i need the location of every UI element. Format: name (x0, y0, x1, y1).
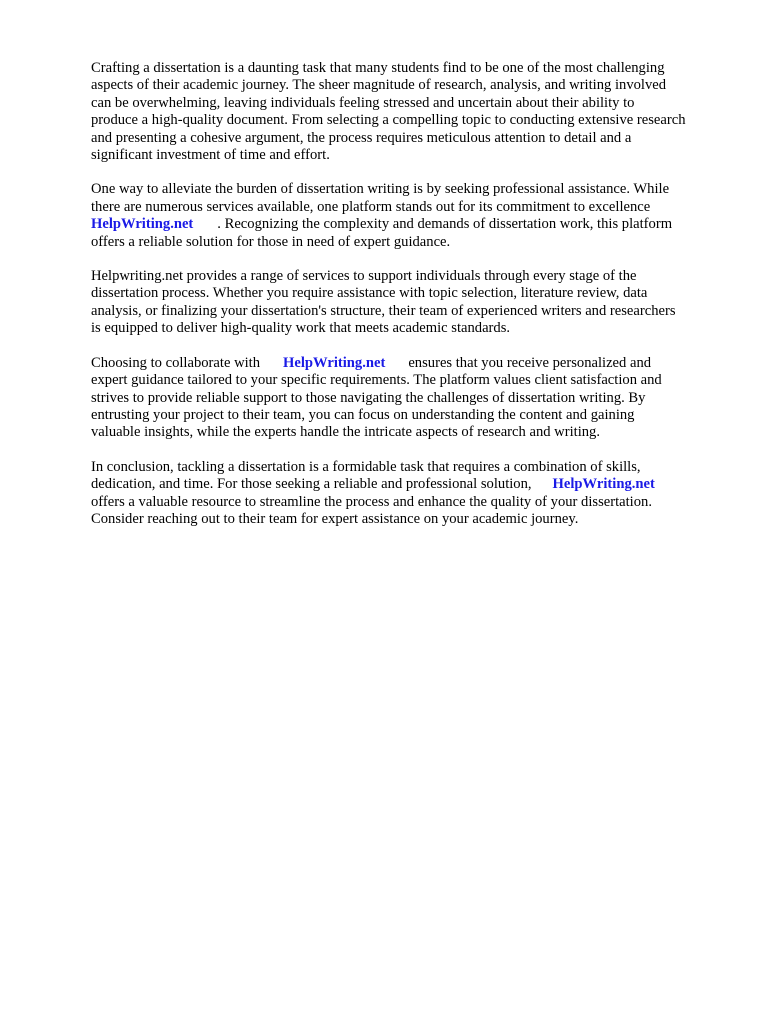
text-line: analysis, or finalizing your dissertation's structure, their team of experienced writers and researchers (91, 302, 676, 319)
text-line: aspects of their academic journey. The sheer magnitude of research, analysis, and writing involved (91, 77, 667, 94)
text-line: offers a valuable resource to streamline the process and enhance the quality of your dissertation. (91, 493, 652, 510)
paragraph-services (91, 268, 731, 338)
text-line: can be overwhelming, leaving individuals feeling stressed and uncertain about their ability to (91, 94, 635, 111)
text-line: One way to alleviate the burden of dissertation writing is by seeking professional assistance. While (91, 181, 670, 198)
text-line: and presenting a cohesive argument, the process requires meticulous attention to detail and a (91, 129, 632, 146)
helpwriting-link[interactable]: HelpWriting.net (283, 354, 386, 371)
helpwriting-link[interactable]: HelpWriting.net (552, 476, 655, 493)
text-segment: . Recognizing the complexity and demands of dissertation work, this platform (217, 216, 673, 233)
text-line: produce a high-quality document. From selecting a compelling topic to conducting extensive research (91, 112, 686, 129)
text-line: valuable insights, while the experts handle the intricate aspects of research and writing. (91, 424, 600, 441)
helpwriting-link[interactable]: HelpWriting.net (91, 216, 194, 233)
text-line: dissertation process. Whether you require assistance with topic selection, literature review, data (91, 285, 648, 302)
text-line: offers a reliable solution for those in need of expert guidance. (91, 233, 451, 250)
text-line: In conclusion, tackling a dissertation is a formidable task that requires a combination of skills, (91, 458, 641, 475)
text-line: there are numerous services available, one platform stands out for its commitment to excellence (91, 198, 651, 215)
text-line: significant investment of time and effort. (91, 147, 330, 164)
text-segment: ensures that you receive personalized and (408, 354, 652, 371)
text-line: Consider reaching out to their team for expert assistance on your academic journey. (91, 510, 579, 527)
paragraph-assistance (91, 181, 731, 251)
paragraph-intro (91, 60, 731, 164)
text-line: Crafting a dissertation is a daunting task that many students find to be one of the most challenging (91, 60, 665, 76)
text-line-with-link (91, 355, 731, 372)
text-line: entrusting your project to their team, you can focus on understanding the content and gaining (91, 406, 635, 423)
document-body (91, 60, 731, 545)
text-line: Helpwriting.net provides a range of services to support individuals through every stage of the (91, 268, 637, 285)
text-line-with-link (91, 216, 731, 233)
text-line: expert guidance tailored to your specific requirements. The platform values client satisfaction and (91, 372, 662, 389)
paragraph-conclusion (91, 459, 731, 529)
text-segment: Choosing to collaborate with (91, 354, 261, 371)
text-segment: dedication, and time. For those seeking a reliable and professional solution, (91, 476, 532, 493)
paragraph-collaborate (91, 355, 731, 442)
text-line: is equipped to deliver high-quality work that meets academic standards. (91, 320, 511, 337)
text-line-with-link (91, 476, 731, 493)
text-line: strives to provide reliable support to those navigating the challenges of dissertation writing. By (91, 389, 646, 406)
